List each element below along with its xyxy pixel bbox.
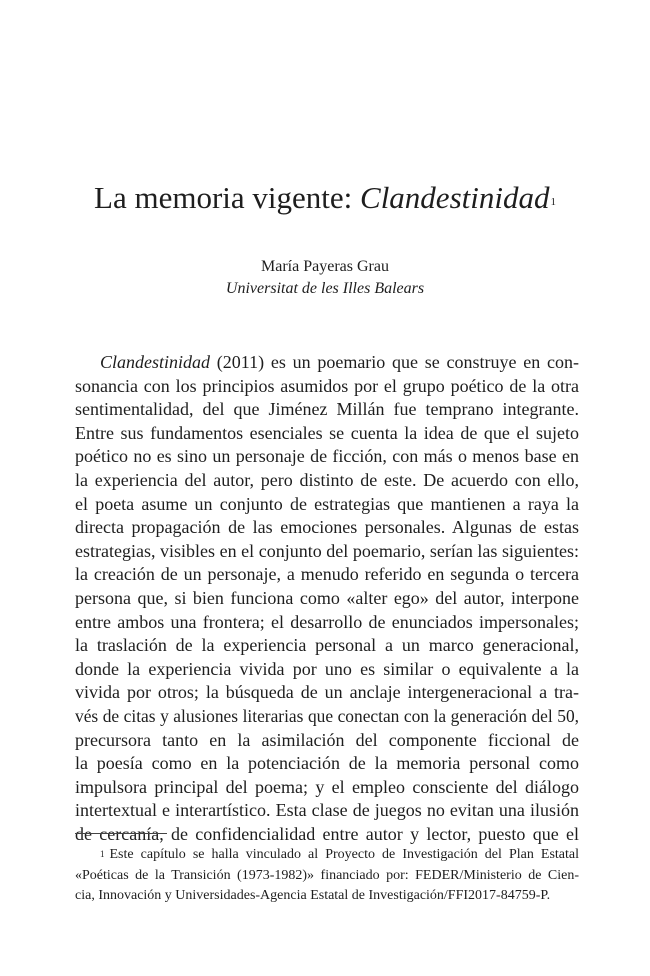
body-line: de cercanía, de confidencialidad entre autor y lector, puesto que el <box>75 823 579 844</box>
body-line: vés de citas y alusiones literarias que conectan con la generación del 50, <box>75 705 579 726</box>
body-line: entre ambos una frontera; el desarrollo de enunciados impersonales; <box>75 611 579 632</box>
body-line: la traslación de la experiencia personal a un marco generacional, <box>75 635 579 656</box>
footnote-mark: 1 <box>100 849 105 859</box>
body-paragraph <box>75 351 579 846</box>
body-line: intertextual e interartístico. Esta clase de juegos no evitan una ilusión <box>75 800 579 821</box>
body-line: Entre sus fundamentos esenciales se cuenta la idea de que el sujeto <box>75 422 579 443</box>
body-line: la experiencia del autor, pero distinto de este. De acuerdo con ello, <box>75 469 579 490</box>
body-line: sentimentalidad, del que Jiménez Millán fue temprano integrante. <box>75 399 579 420</box>
footnote-line: «Poéticas de la Transición (1973-1982)» financiado por: FEDER/Ministerio de Cien- <box>75 867 579 883</box>
body-line: impulsora principal del poema; y el empleo consciente del diálogo <box>75 776 579 797</box>
chapter-title-italic: Clandestinidad <box>360 180 550 215</box>
author-name: María Payeras Grau <box>261 258 389 275</box>
body-line-text: (2011) es un poemario que se construye en con- <box>210 352 579 372</box>
body-line: donde la experiencia vivida por uno es similar o equivalente a la <box>75 658 579 679</box>
footnote-line-text: Este capítulo se halla vinculado al Proyecto de Investigación del Plan Estatal <box>109 847 579 862</box>
body-line: la poesía como en la potenciación de la memoria personal como <box>75 753 579 774</box>
body-line: precursora tanto en la asimilación del componente ficcional de <box>75 729 579 750</box>
body-line: poético no es sino un personaje de ficción, con más o menos base en <box>75 446 579 467</box>
chapter-title <box>0 178 650 218</box>
body-line: sonancia con los principios asumidos por el grupo poético de la otra <box>75 375 579 396</box>
body-line: el poeta asume un conjunto de estrategias que mantienen a raya la <box>75 493 579 514</box>
body-italic-title: Clandestinidad <box>100 352 211 372</box>
footnote <box>75 845 579 907</box>
title-footnote-mark: 1 <box>550 196 556 208</box>
body-line: la creación de un personaje, a menudo referido en segunda o tercera <box>75 564 579 585</box>
body-line <box>75 351 579 375</box>
author-affiliation: Universitat de les Illes Balears <box>225 280 425 297</box>
body-line: directa propagación de las emociones personales. Algunas de estas <box>75 517 579 538</box>
footnote-separator <box>75 833 167 834</box>
body-line: estrategias, visibles en el conjunto del poemario, serían las siguientes: <box>75 540 579 561</box>
body-line: persona que, si bien funciona como «alter ego» del autor, interpone <box>75 587 579 608</box>
body-line: vivida por otros; la búsqueda de un anclaje intergeneracional a tra- <box>75 682 579 703</box>
chapter-title-plain: La memoria vigente: <box>94 180 361 215</box>
footnote-line <box>75 845 579 866</box>
footnote-line: cia, Innovación y Universidades-Agencia Estatal de Investigación/FFI2017-84759-P. <box>75 888 551 903</box>
